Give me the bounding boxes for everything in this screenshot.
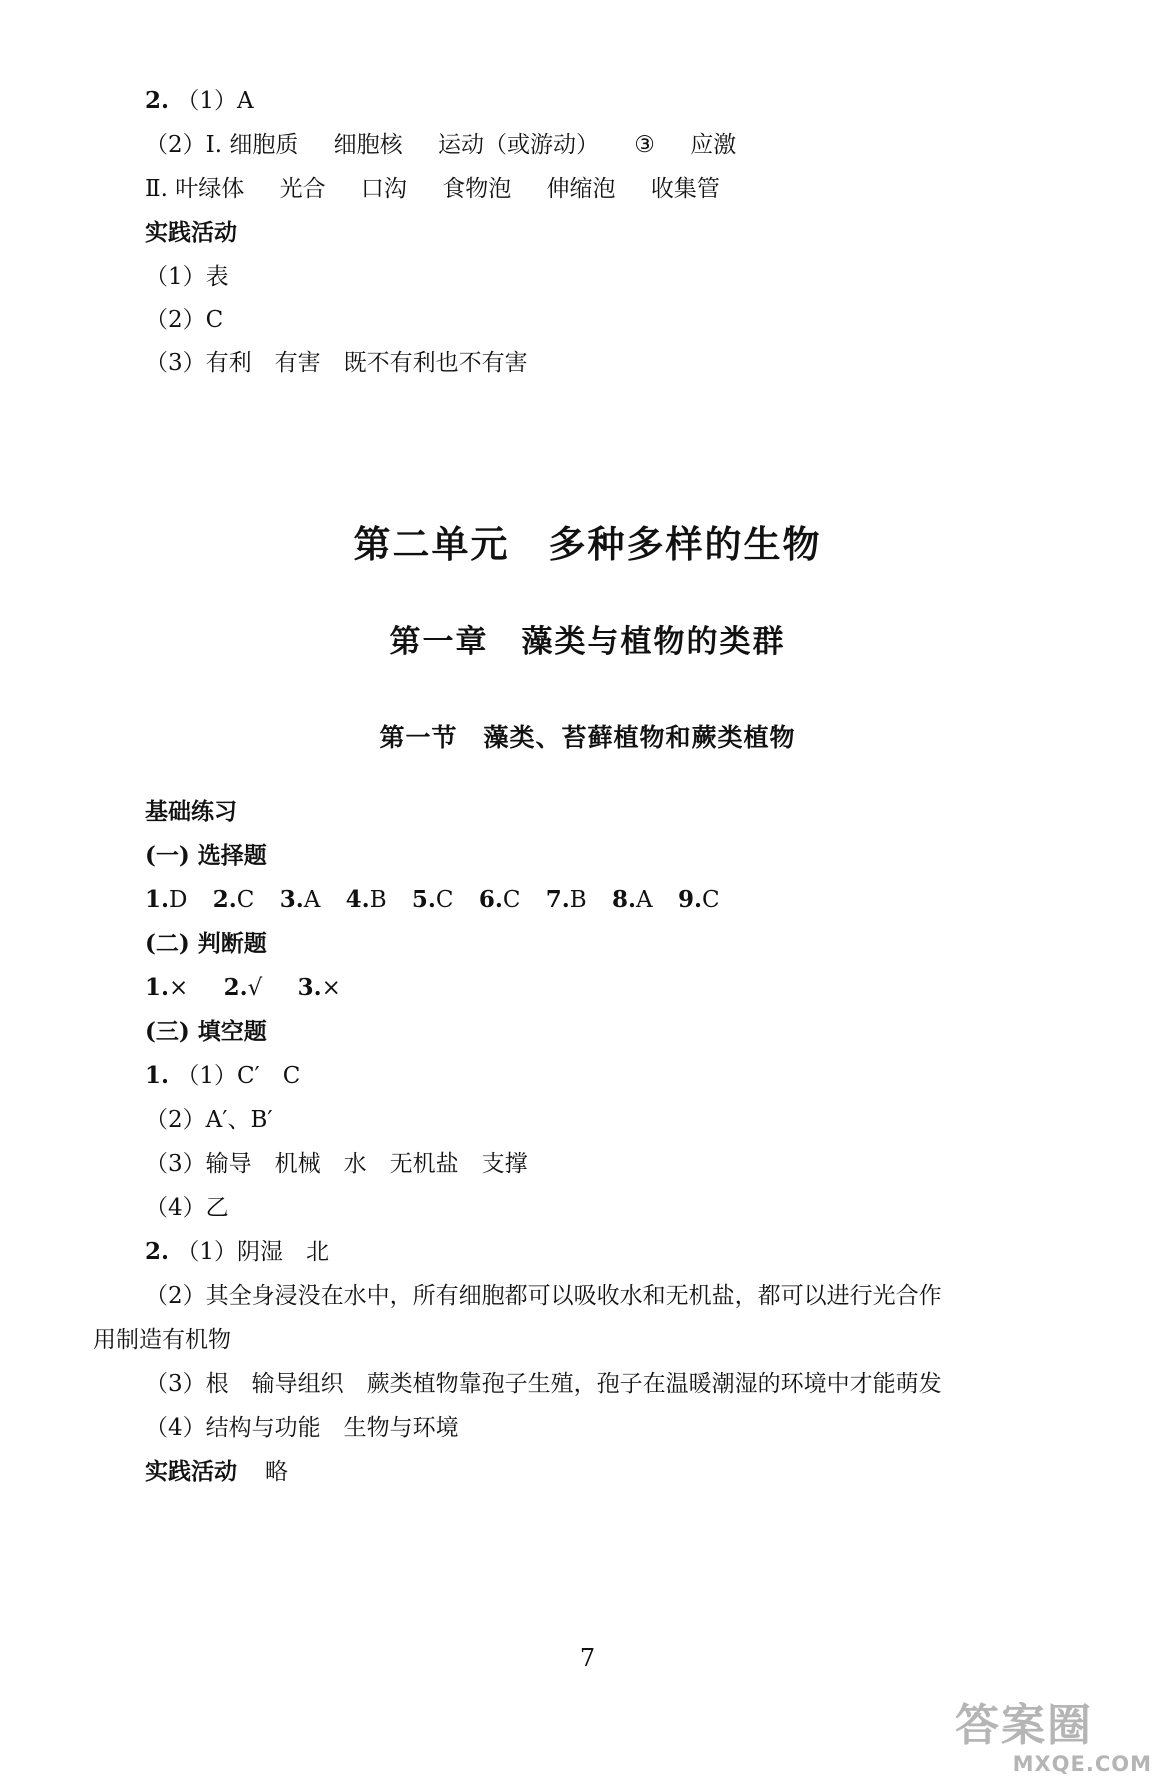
judge-heading: (二) 判断题 xyxy=(145,930,267,957)
answer-item: 9.C xyxy=(677,886,720,913)
fill-q2-number: 2. xyxy=(145,1238,170,1265)
choice-heading: (一) 选择题 xyxy=(145,842,267,869)
choice-answers xyxy=(145,885,720,915)
answer-item: ③ xyxy=(634,132,655,158)
answer-item: 1.D xyxy=(145,886,188,913)
chapter-title: 第一章 藻类与植物的类群 xyxy=(389,624,786,660)
practice2-value: 略 xyxy=(265,1459,288,1485)
basic-practice-heading: 基础练习 xyxy=(145,798,237,825)
q2-part1 xyxy=(145,86,254,116)
fill-heading: (三) 填空题 xyxy=(145,1018,267,1045)
answer-item: 细胞核 xyxy=(333,132,403,158)
fill-q2-part3: （3）根 输导组织 蕨类植物靠孢子生殖，孢子在温暖潮湿的环境中才能萌发 xyxy=(145,1371,942,1397)
answer-item: 2.√ xyxy=(223,974,263,1001)
answer-item: 口沟 xyxy=(360,176,407,202)
judge-answers xyxy=(145,973,341,1003)
roman-two-label: Ⅱ. xyxy=(145,176,168,202)
fill-q2-part2-line1: （2）其全身浸没在水中，所有细胞都可以吸收水和无机盐，都可以进行光合作 xyxy=(145,1283,942,1309)
practice-heading: 实践活动 xyxy=(145,219,237,246)
answer-item: 2.C xyxy=(212,886,255,913)
answer-item: 4.B xyxy=(345,886,387,913)
practice2-line xyxy=(145,1457,288,1487)
fill-q2-part4: （4）结构与功能 生物与环境 xyxy=(145,1415,459,1441)
fill-q1-part1: 1. （1）C′ C xyxy=(145,1062,301,1089)
fill-q1-number: 1. xyxy=(145,1062,170,1089)
q2-part2-line2 xyxy=(145,174,720,204)
answer-item: 收集管 xyxy=(650,176,720,202)
practice-item: （3）有利 有害 既不有利也不有害 xyxy=(145,350,528,376)
fill-q1-part4: （4）乙 xyxy=(145,1195,229,1221)
watermark xyxy=(955,1700,1160,1785)
answer-item: 细胞质 xyxy=(229,132,299,158)
practice2-heading: 实践活动 xyxy=(145,1458,237,1485)
answer-item: 伸缩泡 xyxy=(546,176,616,202)
q2-part2-line1 xyxy=(145,130,736,160)
watermark-logo-text: 答案圈 xyxy=(955,1700,1093,1751)
answer-item: 光合 xyxy=(279,176,326,202)
fill-q2-part2-line2: 用制造有机物 xyxy=(93,1327,231,1353)
q2-number: 2. xyxy=(145,87,170,114)
fill-q1-part2: （2）A′、B′ xyxy=(145,1107,273,1133)
answer-item: 叶绿体 xyxy=(175,176,245,202)
practice-item: （1）表 xyxy=(145,264,229,290)
answer-item: 7.B xyxy=(545,886,587,913)
answer-item: 6.C xyxy=(478,886,521,913)
answer-item: 8.A xyxy=(612,886,653,913)
q2-part2-label: （2）Ⅰ. xyxy=(145,132,223,158)
answer-item: 应激 xyxy=(690,132,737,158)
answer-item: 3.A xyxy=(279,886,321,913)
answer-item: 3.× xyxy=(297,974,341,1001)
answer-item: 5.C xyxy=(411,886,454,913)
answer-item: 运动（或游动） xyxy=(437,132,599,158)
unit-title: 第二单元 多种多样的生物 xyxy=(353,523,822,566)
practice-item: （2）C xyxy=(145,307,224,333)
answer-item: 1.× xyxy=(145,974,189,1001)
watermark-url: MXQE.COM xyxy=(1012,1752,1152,1776)
page-number: 7 xyxy=(579,1644,596,1672)
fill-q2-part1: 2. （1）阴湿 北 xyxy=(145,1238,329,1265)
section-title: 第一节 藻类、苔藓植物和蕨类植物 xyxy=(379,723,796,752)
answer-item: 食物泡 xyxy=(442,176,512,202)
q2-part1-text: （1）A xyxy=(176,88,254,114)
fill-q1-part3: （3）输导 机械 水 无机盐 支撑 xyxy=(145,1151,528,1177)
